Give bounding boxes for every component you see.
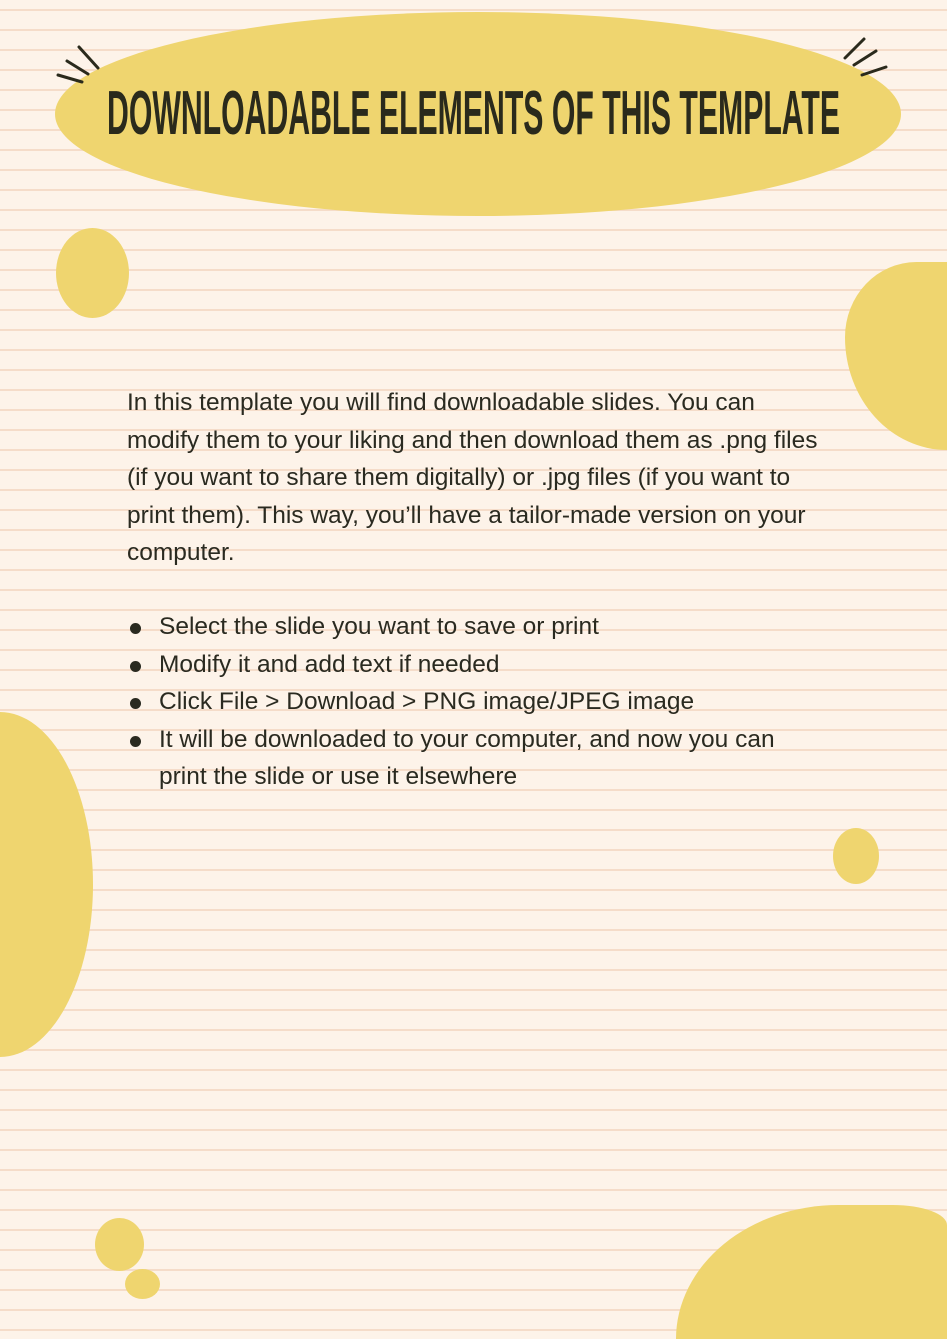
- list-item: [127, 608, 827, 646]
- bullet-icon: [130, 623, 141, 634]
- steps-list: [127, 608, 827, 796]
- bullet-icon: [130, 736, 141, 747]
- list-item: [127, 646, 827, 684]
- decorative-blob-right-small: [833, 828, 879, 884]
- decorative-blob-left-large: [0, 712, 93, 1057]
- list-item: [127, 683, 827, 721]
- decorative-blob-left-small: [56, 228, 129, 318]
- list-item-text: It will be downloaded to your computer, and now you can print the slide or use it elsewhere: [159, 725, 775, 790]
- list-item: [127, 721, 799, 796]
- decorative-blob-bottom-left-1: [95, 1218, 144, 1271]
- page-title: DOWNLOADABLE ELEMENTS OF THIS TEMPLATE: [107, 79, 840, 148]
- page-title-svg: [55, 74, 901, 150]
- bullet-icon: [130, 661, 141, 672]
- sparkle-right-icon: [840, 34, 892, 79]
- intro-paragraph: In this template you will find downloadable slides. You can modify them to your liking and then download them as .png files (if you want to share them digitally) or .jpg files (if you want to print them). This way, you’ll have a tailor-made version on your computer.: [127, 389, 818, 566]
- list-item-text: Modify it and add text if needed: [159, 650, 500, 678]
- list-item-text: Select the slide you want to save or print: [159, 613, 599, 640]
- title-banner: [55, 12, 901, 216]
- decorative-blob-bottom-left-2: [125, 1269, 160, 1299]
- sparkle-left-icon: [52, 42, 104, 87]
- decorative-blob-bottom-right: [676, 1205, 947, 1339]
- decorative-blob-right-top: [845, 262, 947, 450]
- bullet-icon: [130, 698, 141, 709]
- list-item-text: Click File > Download > PNG image/JPEG image: [159, 688, 695, 715]
